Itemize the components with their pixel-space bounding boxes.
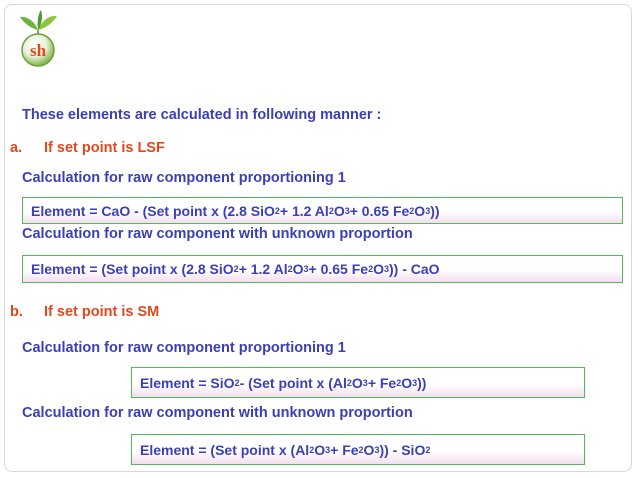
formula-sm-2: Element = (Set point x (Al 2 O 3 + Fe 2 O 3 )) - SiO 2	[131, 434, 585, 465]
section-a-title: If set point is LSF	[44, 140, 165, 156]
calc-unknown-text-a: Calculation for raw component with unknown proportion	[22, 226, 413, 242]
section-b-marker: b.	[10, 304, 23, 320]
calc-unknown-text-b: Calculation for raw component with unknown proportion	[22, 405, 413, 421]
formula-lsf-1: Element = CaO - (Set point x (2.8 SiO 2 + 1.2 Al 2 O 3 + 0.65 Fe 2 O 3 ))	[22, 197, 623, 224]
intro-text: These elements are calculated in following manner :	[22, 107, 382, 123]
calc-raw-1-text: Calculation for raw component proportioning 1	[22, 170, 346, 186]
formula-sm-1: Element = SiO 2 - (Set point x (Al 2 O 3 + Fe 2 O 3 ))	[131, 367, 585, 398]
section-a-marker: a.	[10, 140, 23, 156]
leaf-logo-icon	[14, 8, 62, 68]
calc-raw-1-text-b: Calculation for raw component proportioning 1	[22, 340, 346, 356]
formula-lsf-2: Element = (Set point x (2.8 SiO 2 + 1.2 Al 2 O 3 + 0.65 Fe 2 O 3 )) - CaO	[22, 255, 623, 283]
section-b-title: If set point is SM	[44, 304, 160, 320]
logo-text: sh	[29, 41, 47, 60]
